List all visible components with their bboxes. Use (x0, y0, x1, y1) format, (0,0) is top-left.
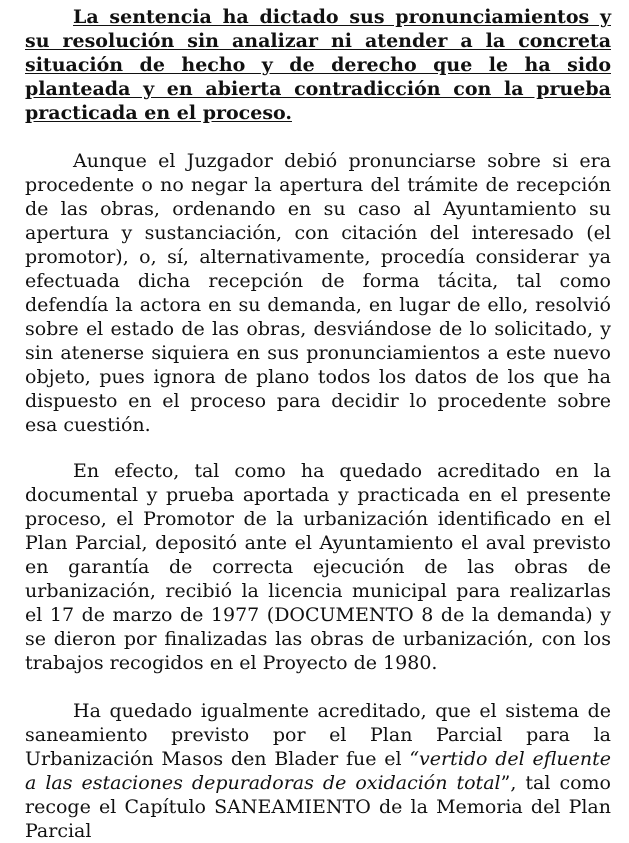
document-page (25, 5, 611, 843)
paragraph-3-text-start: Ha quedado igualmente acreditado, que el sistema de saneamiento previsto por el Plan Parcial para la Urbanización Masos den Blader fue el (25, 700, 611, 770)
quoted-text: “vertido del efluente a las estaciones depuradoras de oxidación total (25, 748, 611, 794)
section-heading: La sentencia ha dictado sus pronunciamientos y su resolución sin analizar ni atender a la concreta situación de hecho y de derecho que le ha sido planteada y en abierta contradicción con la prueba practicada en el proceso. (25, 6, 611, 124)
paragraph-2: En efecto, tal como ha quedado acreditado en la documental y prueba aportada y practicada en el presente proceso, el Promotor de la urbanización identificado en el Plan Parcial, depositó ante el Ayuntamiento el aval previsto en garantía de correcta ejecución de las obras de urbanización, recibió la licencia municipal para realizarlas el 17 de marzo de 1977 (DOCUMENTO 8 de la demanda) y se dieron por finalizadas las obras de urbanización, con los trabajos recogidos en el Proyecto de 1980. (25, 460, 611, 674)
paragraph-1: Aunque el Juzgador debió pronunciarse sobre si era procedente o no negar la apertura del trámite de recepción de las obras, ordenando en su caso al Ayuntamiento su apertura y sustanciación, con citación del interesado (el promotor), o, sí, alternativamente, procedía considerar ya efectuada dicha recepción de forma tácita, tal como defendía la actora en su demanda, en lugar de ello, resolvió sobre el estado de las obras, desviándose de lo solicitado, y sin atenerse siquiera en sus pronunciamientos a este nuevo objeto, pues ignora de plano todos los datos de los que ha dispuesto en el proceso para decidir lo procedente sobre esa cuestión. (25, 150, 611, 436)
paragraph-3 (25, 699, 611, 843)
paragraph-3-text-end: ”, tal como recoge el Capítulo SANEAMIENTO de la Memoria del Plan Parcial (25, 772, 611, 842)
